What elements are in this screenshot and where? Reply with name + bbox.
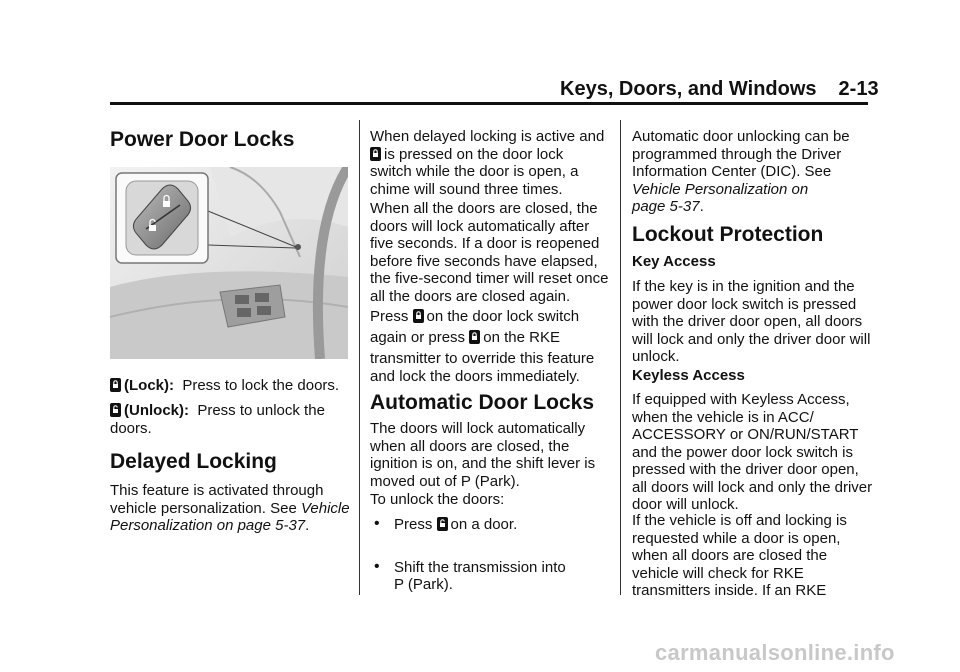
unlock-doors-intro: To unlock the doors: bbox=[370, 491, 505, 508]
text-line: before five seconds have elapsed, bbox=[370, 252, 598, 270]
text-line: transmitter to override this feature bbox=[370, 350, 595, 367]
text-line: Information Center (DIC). See bbox=[632, 163, 832, 180]
door-lock-switch-illustration bbox=[110, 167, 348, 359]
heading-power-door-locks: Power Door Locks bbox=[110, 128, 295, 151]
text-line: switch while the door is open, a bbox=[370, 163, 579, 180]
text-line: with the driver door open, all doors bbox=[632, 313, 863, 330]
page-header bbox=[560, 78, 879, 101]
lock-icon bbox=[469, 330, 480, 344]
auto-lock-timer-text bbox=[370, 200, 608, 305]
text-line: . bbox=[699, 198, 704, 215]
text-line: unlock. bbox=[632, 348, 680, 365]
heading-lockout-protection: Lockout Protection bbox=[632, 223, 824, 246]
text-line: when the vehicle is in ACC/ bbox=[632, 408, 814, 426]
text-line: five seconds. If a door is reopened bbox=[370, 235, 600, 252]
text-line: on the RKE bbox=[483, 329, 560, 346]
override-text-cont bbox=[370, 350, 594, 385]
lock-text: Press to lock the doors. bbox=[182, 377, 340, 394]
text-line: all doors will lock and only the driver bbox=[632, 478, 873, 496]
text-line: and the power door lock switch is bbox=[632, 443, 853, 461]
lock-icon bbox=[110, 378, 121, 392]
automatic-door-locks-text bbox=[370, 420, 595, 490]
link-ref: Personalization on page 5-37 bbox=[110, 517, 306, 534]
text-line: the five-second timer will reset once bbox=[370, 270, 609, 287]
unlock-description bbox=[110, 402, 348, 437]
text-line: requested while a door is open, bbox=[632, 529, 841, 547]
text-line: and lock the doors immediately. bbox=[370, 367, 580, 385]
text-line: will lock and only the driver door will bbox=[632, 330, 871, 348]
text-line: programmed through the Driver bbox=[632, 145, 842, 163]
text-line: doors will lock automatically after bbox=[370, 217, 590, 235]
text-line: Press bbox=[370, 308, 413, 325]
text-line: ignition is on, and the shift lever is bbox=[370, 455, 596, 472]
lock-description bbox=[110, 377, 339, 395]
text-line: pressed with the driver door open, bbox=[632, 461, 859, 478]
lock-label: (Lock): bbox=[124, 377, 174, 394]
text-line: again or press bbox=[370, 329, 470, 346]
link-ref: Vehicle Personalization on bbox=[632, 180, 809, 198]
unlock-icon bbox=[110, 403, 121, 417]
watermark: carmanualsonline.info bbox=[655, 640, 895, 665]
heading-delayed-locking: Delayed Locking bbox=[110, 450, 277, 473]
subheading-key-access: Key Access bbox=[632, 253, 716, 270]
text-line: when all doors are closed, the bbox=[370, 437, 570, 455]
text-line: If the vehicle is off and locking is bbox=[632, 512, 847, 529]
rke-check-text bbox=[632, 512, 847, 600]
link-ref: Vehicle bbox=[300, 499, 350, 517]
text-line: Press bbox=[394, 516, 437, 533]
unlock-text: Press to unlock the bbox=[197, 402, 325, 419]
text-line: moved out of P (Park). bbox=[370, 472, 520, 490]
text-line: door will unlock. bbox=[632, 496, 739, 513]
text-line: Automatic door unlocking can be bbox=[632, 128, 850, 145]
lock-icon bbox=[413, 309, 424, 323]
text-line: is pressed on the door lock bbox=[384, 145, 564, 163]
text-line: when all doors are closed the bbox=[632, 547, 828, 564]
text-line: If the key is in the ignition and the bbox=[632, 278, 855, 295]
text-line: P (Park). bbox=[394, 576, 453, 593]
text-line: transmitters inside. If an RKE bbox=[632, 582, 827, 599]
text-line: . bbox=[305, 517, 310, 534]
key-access-text bbox=[632, 278, 870, 366]
text-line: on a door. bbox=[450, 516, 518, 533]
text-line: on the door lock switch bbox=[426, 308, 580, 325]
header-rule bbox=[110, 102, 868, 105]
auto-unlock-text bbox=[632, 128, 850, 216]
text-line: The doors will lock automatically bbox=[370, 420, 586, 437]
door-panel-image bbox=[110, 167, 348, 359]
delayed-locking-chime-text bbox=[370, 128, 604, 198]
heading-automatic-door-locks: Automatic Door Locks bbox=[370, 391, 595, 414]
delayed-locking-text bbox=[110, 482, 360, 535]
text-line: When all the doors are closed, the bbox=[370, 200, 598, 217]
subheading-keyless-access: Keyless Access bbox=[632, 367, 745, 384]
text-line: vehicle personalization. See bbox=[110, 499, 301, 517]
unlock-icon bbox=[437, 517, 448, 531]
unlock-text-cont: doors. bbox=[110, 419, 152, 437]
header-title: Keys, Doors, and Windows bbox=[560, 78, 817, 100]
text-line: chime will sound three times. bbox=[370, 180, 563, 198]
link-ref: page 5-37 bbox=[632, 198, 700, 215]
text-line: This feature is activated through bbox=[110, 482, 324, 499]
text-line: vehicle will check for RKE bbox=[632, 564, 804, 582]
page-number: 2-13 bbox=[838, 78, 879, 100]
text-line: If equipped with Keyless Access, bbox=[632, 391, 850, 408]
override-text bbox=[370, 306, 579, 348]
lock-icon bbox=[370, 147, 381, 161]
text-line: ACCESSORY or ON/RUN/START bbox=[632, 426, 859, 443]
unlock-label: (Unlock): bbox=[124, 402, 189, 419]
text-line: When delayed locking is active and bbox=[370, 128, 605, 145]
text-line: all the doors are closed again. bbox=[370, 287, 571, 305]
keyless-access-text bbox=[632, 391, 872, 514]
text-line: Shift the transmission into bbox=[394, 558, 566, 576]
text-line: power door lock switch is pressed bbox=[632, 295, 857, 313]
